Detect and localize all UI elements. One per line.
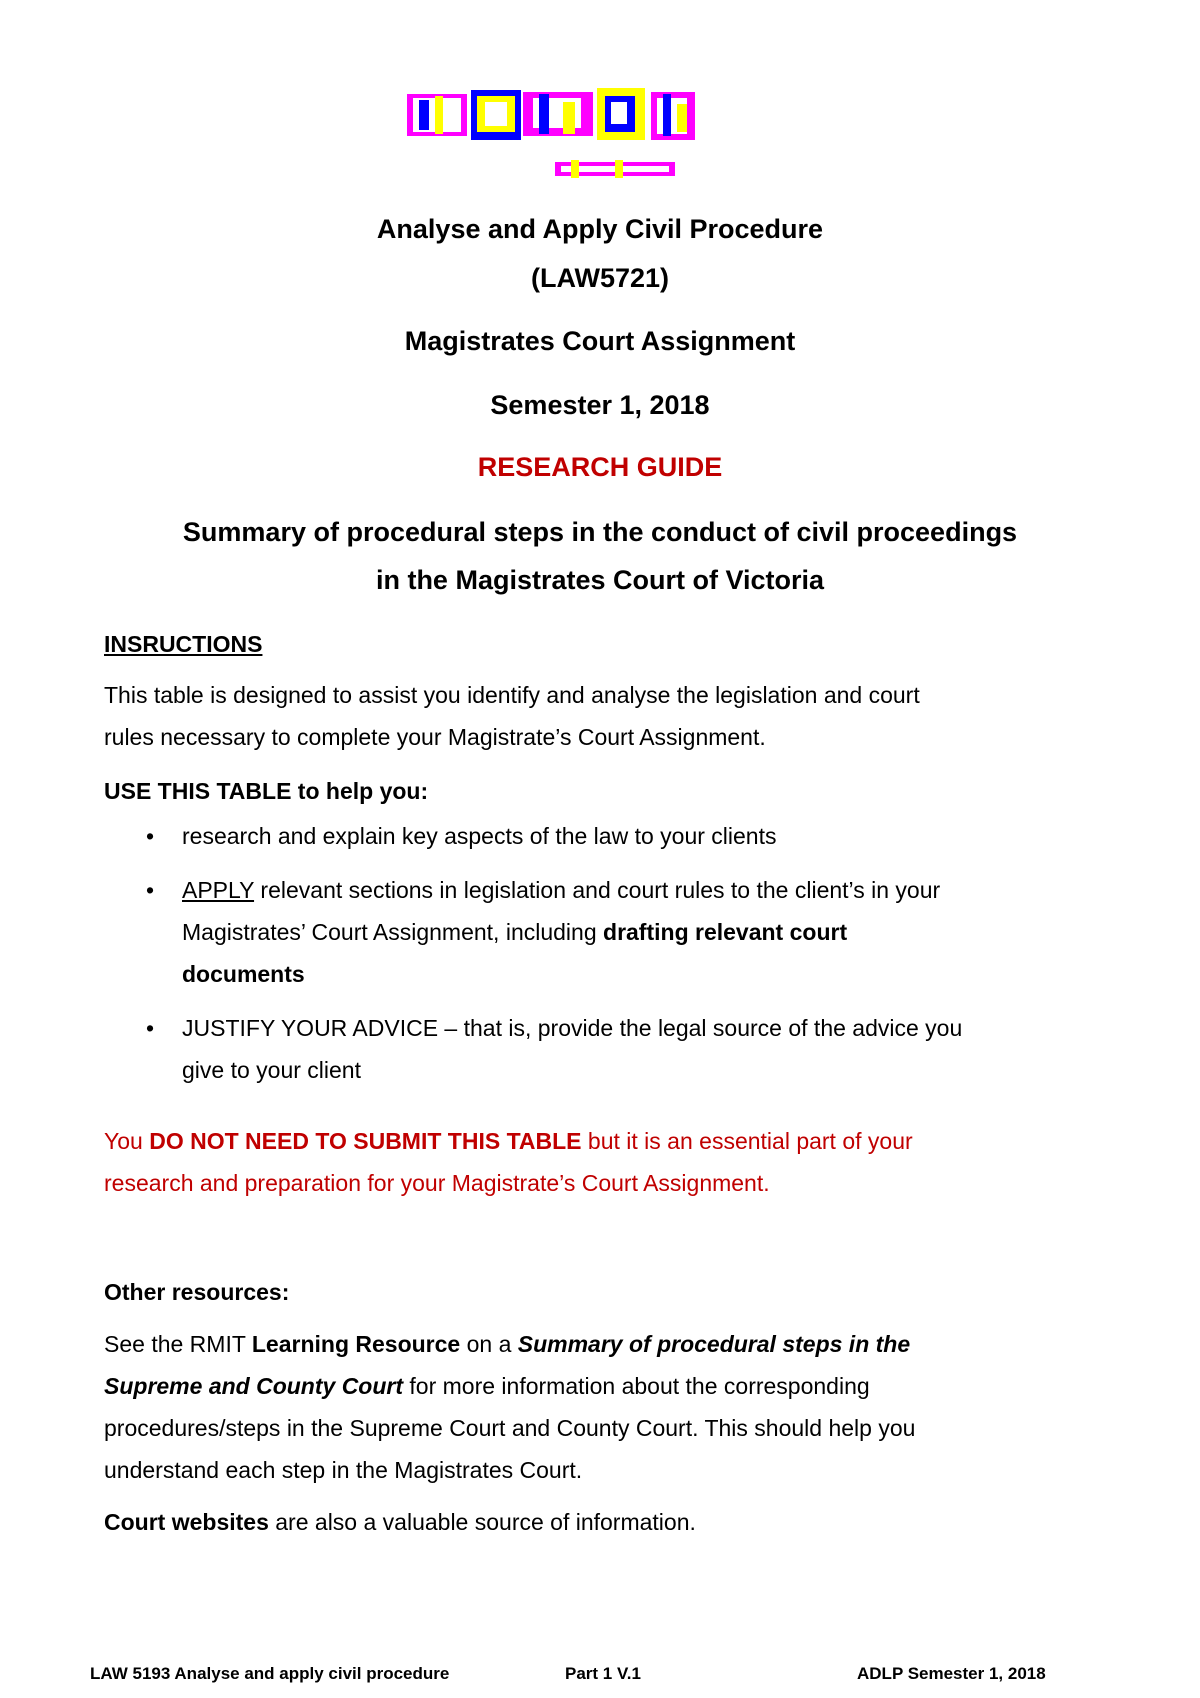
- note-rest: but it is an essential part of your: [581, 1128, 913, 1154]
- use-table-heading: USE THIS TABLE to help you:: [104, 778, 429, 804]
- instructions-heading: INSRUCTIONS: [104, 631, 263, 657]
- instructions-line-2: rules necessary to complete your Magistrate’s Court Assignment.: [104, 724, 766, 750]
- bullet-text: research and explain key aspects of the law to your clients: [182, 823, 777, 849]
- res-line-4: understand each step in the Magistrates Court.: [104, 1457, 583, 1483]
- bullet-icon: •: [146, 1015, 155, 1041]
- assignment-title: Magistrates Court Assignment: [404, 326, 796, 356]
- res-text: on a: [460, 1331, 518, 1357]
- footer-semester: ADLP Semester 1, 2018: [857, 1664, 1046, 1683]
- bullet-text: Magistrates’ Court Assignment, including: [182, 919, 604, 945]
- bullet-icon: •: [146, 823, 155, 849]
- res-line-3: procedures/steps in the Supreme Court and County Court. This should help you: [104, 1415, 916, 1441]
- summary-line-2: in the Magistrates Court of Victoria: [375, 565, 825, 595]
- summary-italic-text: Supreme and County Court: [104, 1373, 404, 1399]
- note-bold: DO NOT NEED TO SUBMIT THIS TABLE: [149, 1128, 582, 1154]
- summary-italic-text: Summary of procedural steps in the: [517, 1331, 911, 1357]
- bullet-item-research: [104, 815, 1104, 857]
- note-you: You: [104, 1128, 150, 1154]
- research-guide-label: RESEARCH GUIDE: [477, 452, 723, 482]
- bullet-bold-text: drafting relevant court: [603, 919, 848, 945]
- res-text: for more information about the corresponding: [403, 1373, 870, 1399]
- footer-part: Part 1 V.1: [565, 1664, 641, 1683]
- footer-course: LAW 5193 Analyse and apply civil procedure: [90, 1664, 450, 1683]
- note-line-2: research and preparation for your Magistrate’s Court Assignment.: [104, 1170, 770, 1196]
- course-code: (LAW5721): [530, 263, 670, 293]
- apply-word: APPLY: [182, 877, 255, 903]
- bullet-item-justify: [104, 1007, 1104, 1091]
- bullet-text: relevant sections in legislation and court rules to the client’s in your: [254, 877, 941, 903]
- resources-paragraph: [104, 1323, 1104, 1491]
- court-websites-text: Court websites: [104, 1509, 269, 1535]
- bullet-text: JUSTIFY YOUR ADVICE – that is, provide the legal source of the advice you: [182, 1015, 963, 1041]
- res-text: See the RMIT: [104, 1331, 252, 1357]
- bullet-icon: •: [146, 877, 155, 903]
- rmit-university-logo-icon: [405, 88, 705, 193]
- other-resources-heading: Other resources:: [104, 1279, 290, 1305]
- semester-label: Semester 1, 2018: [490, 390, 710, 420]
- instructions-bullet-list: [104, 815, 1104, 1103]
- court-websites-line: [104, 1501, 1104, 1543]
- summary-line-1: Summary of procedural steps in the conduct of civil proceedings: [182, 517, 1018, 547]
- learning-resource-text: Learning Resource: [251, 1331, 461, 1357]
- bullet-item-apply: [104, 869, 1104, 995]
- course-title: Analyse and Apply Civil Procedure: [376, 214, 824, 244]
- bullet-bold-text: documents: [182, 961, 305, 987]
- submission-note: [104, 1120, 1104, 1204]
- bullet-text: give to your client: [182, 1057, 361, 1083]
- instructions-line-1: This table is designed to assist you identify and analyse the legislation and court: [104, 682, 920, 708]
- instructions-paragraph: [104, 674, 1104, 758]
- res-text: are also a valuable source of information.: [268, 1509, 696, 1535]
